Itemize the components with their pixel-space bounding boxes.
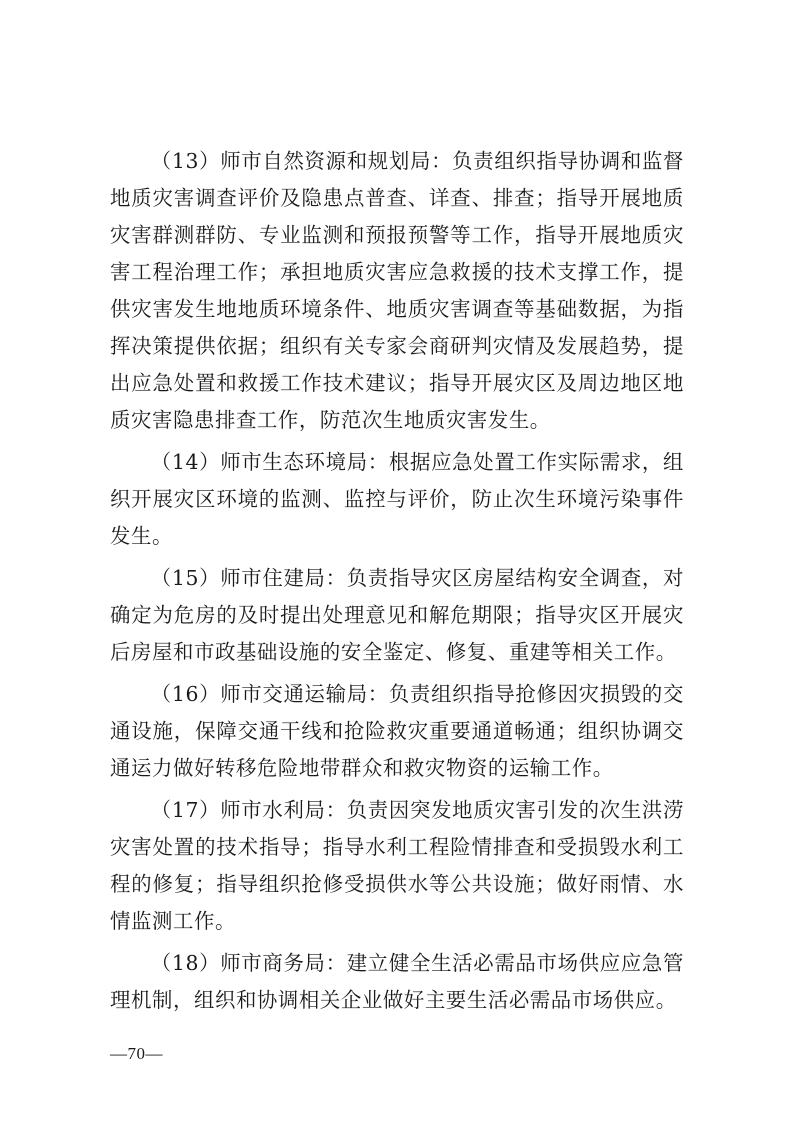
- paragraph-15-housing-construction: （15）师市住建局：负责指导灾区房屋结构安全调查，对确定为危房的及时提出处理意见和解危期限；指导灾区开展灾后房屋和市政基础设施的安全鉴定、修复、重建等相关工作。: [110, 566, 684, 664]
- document-body: [110, 143, 684, 1024]
- paragraph-14-ecology-environment: （14）师市生态环境局：根据应急处置工作实际需求，组织开展灾区环境的监测、监控与评价，防止次生环境污染事件发生。: [110, 450, 684, 548]
- paragraph-18-commerce: （18）师市商务局：建立健全生活必需品市场供应应急管理机制，组织和协调相关企业做好主要生活必需品市场供应。: [110, 951, 684, 1012]
- paragraph-16-transportation: （16）师市交通运输局：负责组织指导抢修因灾损毁的交通设施，保障交通干线和抢险救灾重要通道畅通；组织协调交通运力做好转移危险地带群众和救灾物资的运输工作。: [110, 682, 684, 780]
- paragraph-17-water-resources: （17）师市水利局：负责因突发地质灾害引发的次生洪涝灾害处置的技术指导；指导水利工程险情排查和受损毁水利工程的修复；指导组织抢修受损供水等公共设施；做好雨情、水情监测工作。: [110, 798, 684, 933]
- paragraph-13-natural-resources: （13）师市自然资源和规划局：负责组织指导协调和监督地质灾害调查评价及隐患点普查、详查、排查；指导开展地质灾害群测群防、专业监测和预报预警等工作，指导开展地质灾害工程治理工作；承担地质灾害应急救援的技术支撑工作，提供灾害发生地地质环境条件、地质灾害调查等基础数据，为指挥决策提供依据；组织有关专家会商研判灾情及发展趋势，提出应急处置和救援工作技术建议；指导开展灾区及周边地区地质灾害隐患排查工作，防范次生地质灾害发生。: [110, 149, 684, 432]
- page-number: —70—: [110, 1044, 163, 1063]
